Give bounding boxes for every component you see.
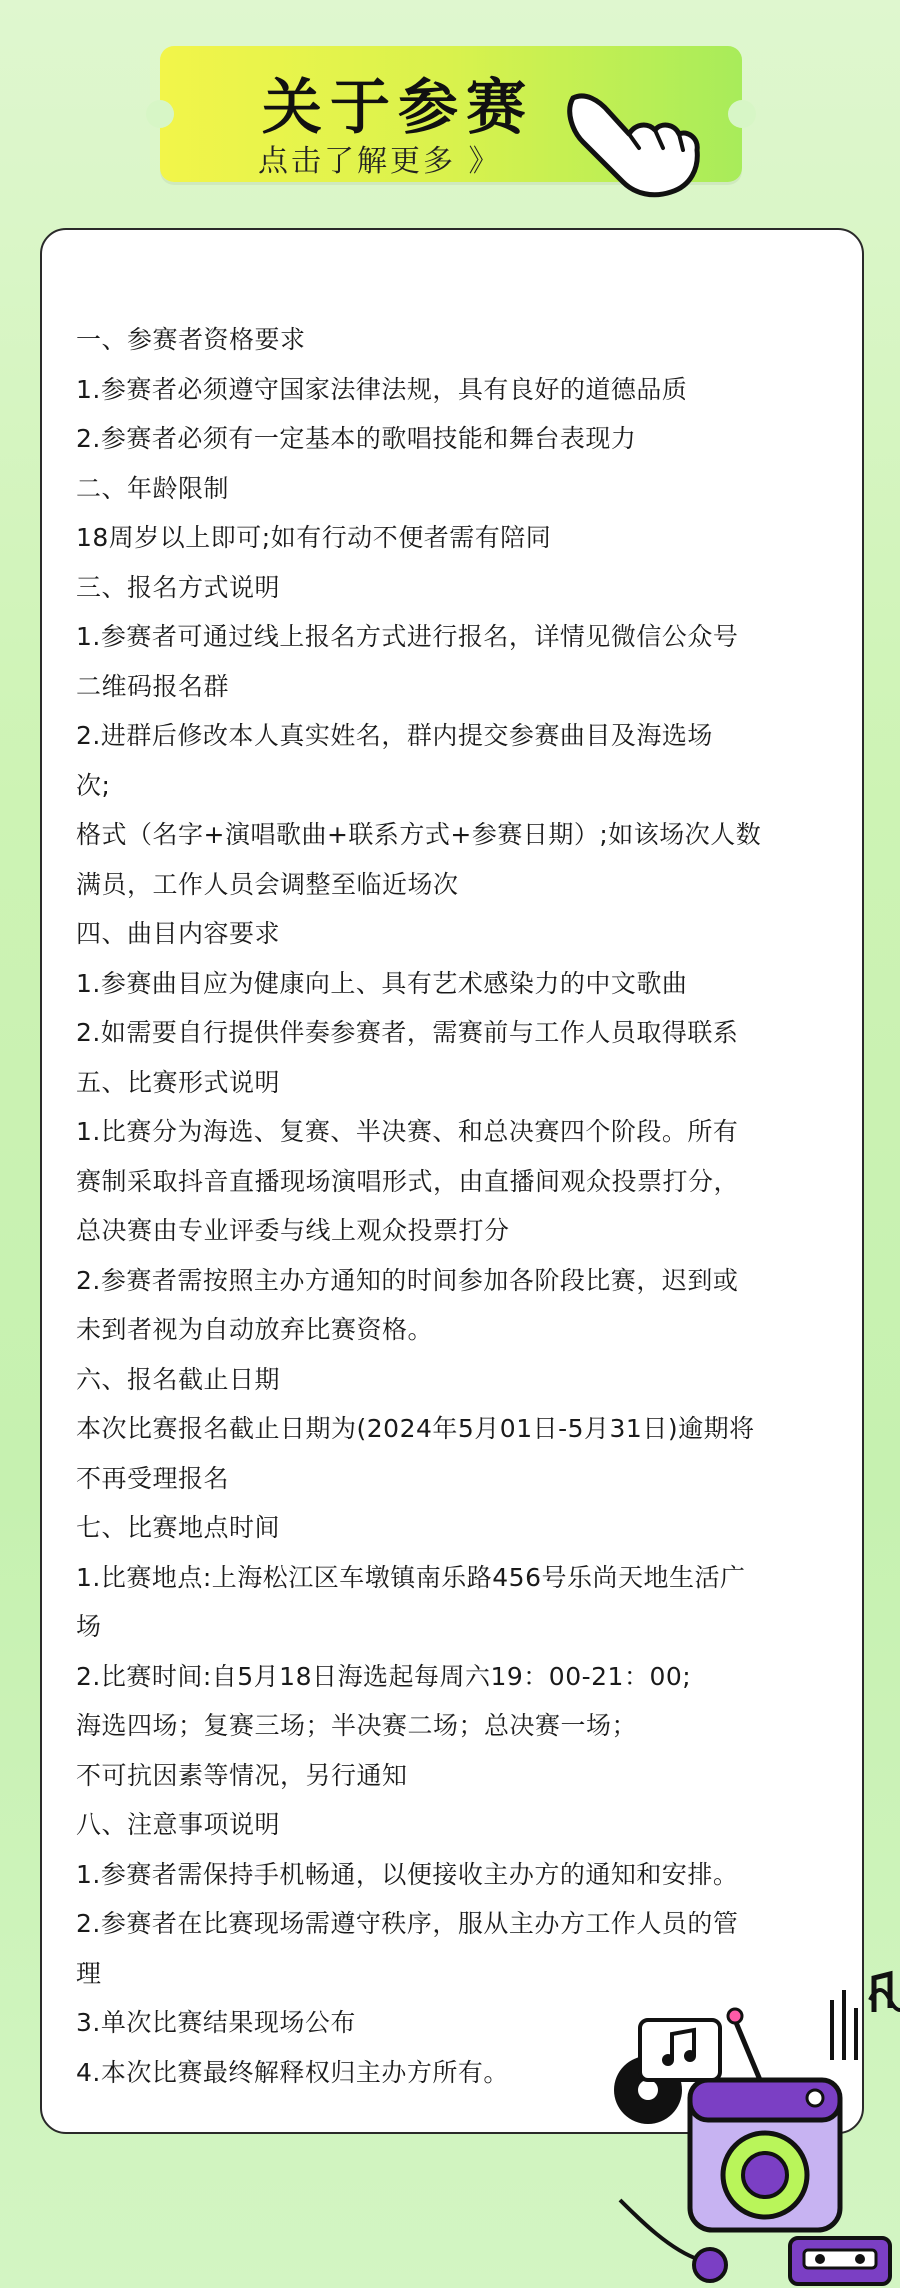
- rule-line: 18周岁以上即可;如有行动不便者需有陪同: [76, 523, 552, 552]
- rules-list: [76, 315, 836, 2097]
- rule-line: 场: [76, 1612, 102, 1641]
- rule-line: 二、年龄限制: [76, 473, 230, 503]
- rule-line: 未到者视为自动放弃比赛资格。: [76, 1315, 434, 1344]
- rule-line: 2.参赛者需按照主办方通知的时间参加各阶段比赛，迟到或: [76, 1265, 739, 1295]
- rules-card: [40, 228, 864, 2134]
- cassette-icon: [790, 2238, 890, 2284]
- rule-line: 三、报名方式说明: [76, 572, 281, 602]
- rule-line: 2.进群后修改本人真实姓名，群内提交参赛曲目及海选场: [76, 721, 713, 750]
- rule-line: 不可抗因素等情况，另行通知: [76, 1760, 408, 1790]
- rule-line: 2.参赛者必须有一定基本的歌唱技能和舞台表现力: [76, 424, 637, 453]
- rule-line: 4.本次比赛最终解释权归主办方所有。: [76, 2057, 509, 2087]
- music-speaker-decoration: [610, 1960, 900, 2288]
- rule-line: 五、比赛形式说明: [76, 1067, 281, 1097]
- rule-line: 本次比赛报名截止日期为(2024年5月01日-5月31日)逾期将: [76, 1414, 755, 1443]
- rule-line: 四、曲目内容要求: [76, 919, 281, 948]
- rule-line: 3.单次比赛结果现场公布: [76, 2008, 356, 2037]
- rule-line: 理: [76, 1958, 102, 1988]
- rule-line: 八、注意事项说明: [76, 1810, 281, 1839]
- banner-subtitle-link[interactable]: 点击了解更多 》: [258, 144, 502, 179]
- rule-line: 海选四场；复赛三场；半决赛二场；总决赛一场；: [76, 1711, 638, 1740]
- rule-line: 次;: [76, 770, 111, 800]
- rule-line: 1.比赛分为海选、复赛、半决赛、和总决赛四个阶段。所有: [76, 1117, 739, 1146]
- banner-title: 关于参赛: [262, 73, 534, 143]
- rule-line: 格式（名字+演唱歌曲+联系方式+参赛日期）;如该场次人数: [76, 820, 762, 849]
- rule-line: 赛制采取抖音直播现场演唱形式，由直播间观众投票打分，: [76, 1166, 740, 1196]
- pointing-hand-icon: [565, 88, 705, 198]
- rule-line: 满员，工作人员会调整至临近场次: [76, 869, 459, 899]
- rule-line: 六、报名截止日期: [76, 1364, 281, 1394]
- equalizer-icon: [832, 1990, 856, 2060]
- rule-line: 二维码报名群: [76, 671, 230, 701]
- rule-line: 2.参赛者在比赛现场需遵守秩序，服从主办方工作人员的管: [76, 1909, 739, 1938]
- rule-line: 总决赛由专业评委与线上观众投票打分: [76, 1216, 510, 1245]
- rule-line: 1.参赛者可通过线上报名方式进行报名，详情见微信公众号: [76, 622, 739, 651]
- rule-line: 1.参赛者需保持手机畅通，以便接收主办方的通知和安排。: [76, 1859, 739, 1889]
- rule-line: 七、比赛地点时间: [76, 1513, 281, 1542]
- rule-line: 一、参赛者资格要求: [76, 325, 306, 354]
- rule-line: 1.比赛地点:上海松江区车墩镇南乐路456号乐尚天地生活广: [76, 1562, 746, 1592]
- rule-line: 1.参赛曲目应为健康向上、具有艺术感染力的中文歌曲: [76, 968, 688, 998]
- rule-line: 2.如需要自行提供伴奏参赛者，需赛前与工作人员取得联系: [76, 1018, 739, 1047]
- rule-line: 1.参赛者必须遵守国家法律法规，具有良好的道德品质: [76, 374, 688, 404]
- rule-line: 2.比赛时间:自5月18日海选起每周六19：00-21：00;: [76, 1661, 692, 1691]
- rule-line: 不再受理报名: [76, 1463, 230, 1493]
